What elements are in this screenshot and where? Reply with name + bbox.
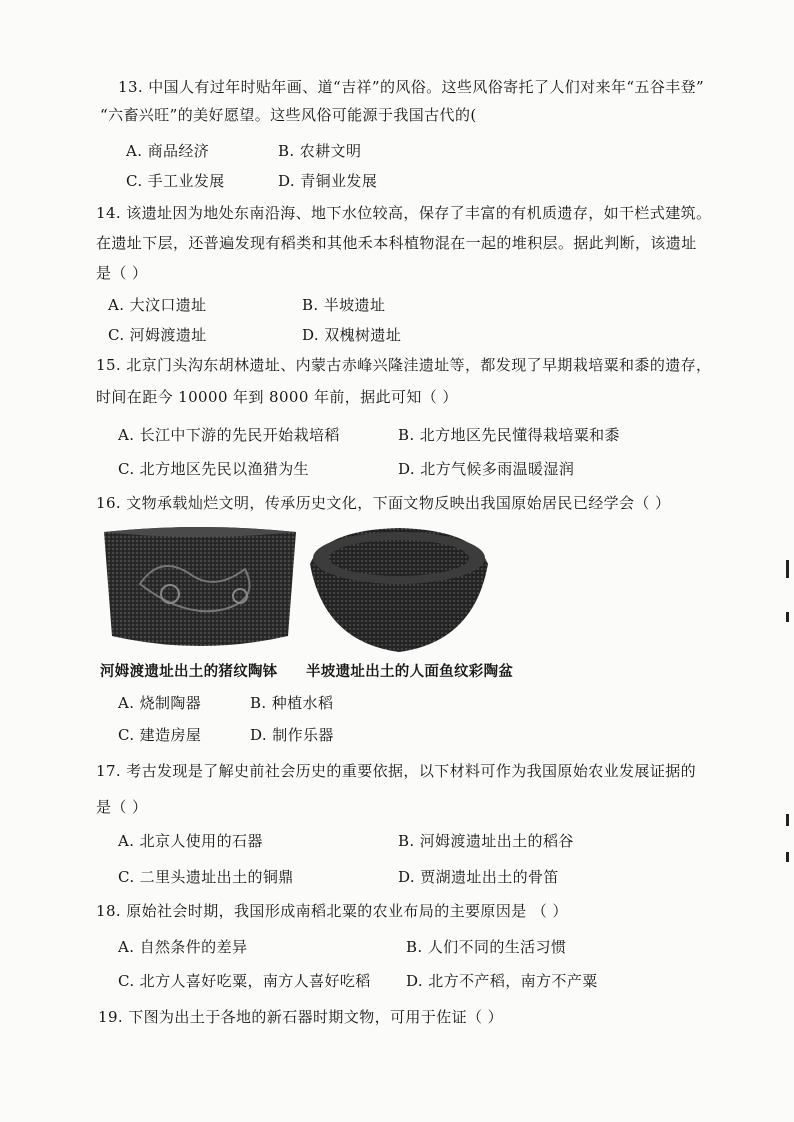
pottery-bowl-pig-pattern-image xyxy=(100,524,300,656)
scan-edge-mark xyxy=(786,852,789,862)
q15-option-c: C. 北方地区先民以渔猎为生 xyxy=(118,460,310,478)
q18-option-b: B. 人们不同的生活习惯 xyxy=(406,938,567,956)
q17-stem-line1: 17. 考古发现是了解史前社会历史的重要依据，以下材料可作为我国原始农业发展证据的 xyxy=(96,762,697,780)
painted-pottery-basin-image xyxy=(304,524,494,656)
q18-option-d: D. 北方不产稻，南方不产粟 xyxy=(406,972,598,990)
q14-option-d: D. 双槐树遗址 xyxy=(302,326,402,344)
q16-option-c: C. 建造房屋 xyxy=(118,726,202,744)
q18-stem-line1: 18. 原始社会时期，我国形成南稻北粟的农业布局的主要原因是 （ ） xyxy=(96,902,568,920)
q18-option-a: A. 自然条件的差异 xyxy=(118,938,248,956)
q13-stem-line2: “六畜兴旺”的美好愿望。这些风俗可能源于我国古代的( xyxy=(100,106,477,124)
q13-stem-line1: 13. 中国人有过年时贴年画、道“吉祥”的风俗。这些风俗寄托了人们对来年“五谷丰登” xyxy=(118,78,705,96)
q17-option-a: A. 北京人使用的石器 xyxy=(118,832,263,850)
scan-edge-mark xyxy=(786,612,789,622)
artifact2-caption: 半坡遗址出土的人面鱼纹彩陶盆 xyxy=(306,663,514,680)
q15-stem-line2: 时间在距今 10000 年到 8000 年前，据此可知（ ） xyxy=(96,388,458,406)
q15-stem-line1: 15. 北京门头沟东胡林遗址、内蒙古赤峰兴隆洼遗址等，都发现了早期栽培粟和黍的遗存， xyxy=(96,356,712,374)
q13-option-a: A. 商品经济 xyxy=(126,142,210,160)
artifact1-caption: 河姆渡遗址出土的猪纹陶钵 xyxy=(100,663,278,680)
q15-option-b: B. 北方地区先民懂得栽培粟和黍 xyxy=(398,426,620,444)
q17-option-c: C. 二里头遗址出土的铜鼎 xyxy=(118,868,294,886)
q14-stem-line1: 14. 该遗址因为地处东南沿海、地下水位较高，保存了丰富的有机质遗存，如干栏式建筑。 xyxy=(96,204,712,222)
q13-option-b: B. 农耕文明 xyxy=(278,142,362,160)
q19-stem-line1: 19. 下图为出土于各地的新石器时期文物，可用于佐证（ ） xyxy=(98,1008,503,1026)
q16-option-a: A. 烧制陶器 xyxy=(118,694,202,712)
q17-option-d: D. 贾湖遗址出土的骨笛 xyxy=(398,868,559,886)
q14-option-b: B. 半坡遗址 xyxy=(302,296,386,314)
q16-option-b: B. 种植水稻 xyxy=(250,694,334,712)
q14-option-c: C. 河姆渡遗址 xyxy=(108,326,207,344)
scan-edge-mark xyxy=(786,560,789,578)
q15-option-a: A. 长江中下游的先民开始栽培稻 xyxy=(118,426,340,444)
q16-stem-line1: 16. 文物承载灿烂文明，传承历史文化，下面文物反映出我国原始居民已经学会（ ） xyxy=(96,494,671,512)
q17-stem-line2: 是（ ） xyxy=(96,798,148,816)
q16-option-d: D. 制作乐器 xyxy=(250,726,334,744)
q14-stem-line2: 在遗址下层，还普遍发现有稻类和其他禾本科植物混在一起的堆积层。据此判断，该遗址 xyxy=(96,234,697,252)
q18-option-c: C. 北方人喜好吃粟，南方人喜好吃稻 xyxy=(118,972,371,990)
q13-option-c: C. 手工业发展 xyxy=(126,172,225,190)
q14-stem-line3: 是（ ） xyxy=(96,264,148,282)
scan-edge-mark xyxy=(786,814,789,826)
q15-option-d: D. 北方气候多雨温暖湿润 xyxy=(398,460,575,478)
q14-option-a: A. 大汶口遗址 xyxy=(108,296,207,314)
q13-option-d: D. 青铜业发展 xyxy=(278,172,378,190)
q17-option-b: B. 河姆渡遗址出土的稻谷 xyxy=(398,832,574,850)
